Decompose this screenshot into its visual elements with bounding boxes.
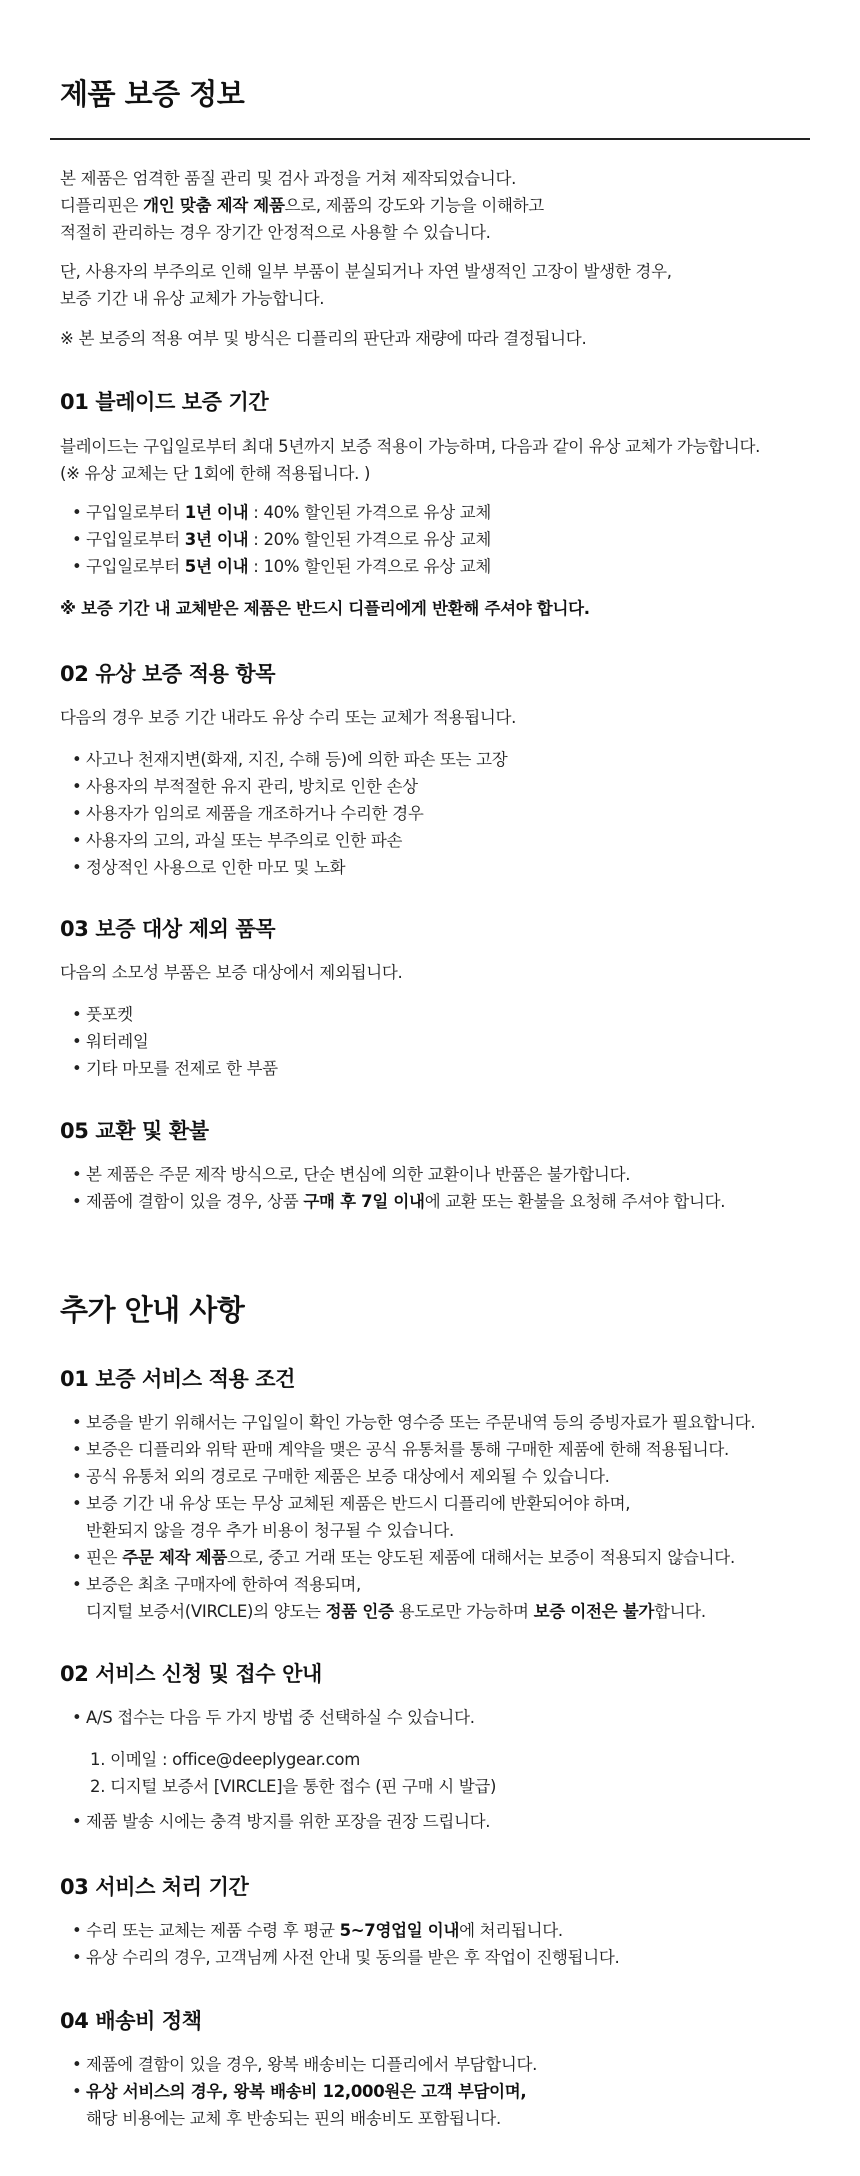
warranty-intro-note xyxy=(60,325,820,352)
section-title: 03 보증 대상 제외 품목 xyxy=(60,917,276,941)
service-request-methods xyxy=(60,1746,820,1800)
blade-desc xyxy=(60,433,820,487)
warranty-intro xyxy=(60,165,820,246)
list-item: • 보증 기간 내 유상 또는 무상 교체된 제품은 반드시 디플리에 반환되어야 하며, 반환되지 않을 경우 추가 비용이 청구될 수 있습니다. xyxy=(72,1490,820,1544)
exchange-list xyxy=(60,1161,820,1215)
list-item: • 본 제품은 주문 제작 방식으로, 단순 변심에 의한 교환이나 반품은 불가합니다. xyxy=(72,1161,820,1188)
list-item: • 기타 마모를 전제로 한 부품 xyxy=(72,1055,820,1082)
section-service-conditions xyxy=(60,1369,820,1390)
section-title: 03 서비스 처리 기간 xyxy=(60,1875,249,1899)
list-item: • 보증은 최초 구매자에 한하여 적용되며, 디지털 보증서(VIRCLE)의 양도는 정품 인증 용도로만 가능하며 보증 이전은 불가합니다. xyxy=(72,1571,820,1625)
blade-desc-line: (※ 유상 교체는 단 1회에 한해 적용됩니다. ) xyxy=(60,464,371,483)
section-exchange-refund xyxy=(60,1121,820,1142)
intro-line: 본 제품은 엄격한 품질 관리 및 검사 과정을 거쳐 제작되었습니다. xyxy=(60,169,517,188)
list-item: • 정상적인 사용으로 인한 마모 및 노화 xyxy=(72,854,820,881)
list-item: • A/S 접수는 다음 두 가지 방법 중 선택하실 수 있습니다. xyxy=(72,1704,820,1731)
section-blade-warranty xyxy=(60,392,820,413)
list-item: • 공식 유통처 외의 경로로 구매한 제품은 보증 대상에서 제외될 수 있습니다. xyxy=(72,1463,820,1490)
paid-desc xyxy=(60,704,820,731)
list-item: • 수리 또는 교체는 제품 수령 후 평균 5~7영업일 이내에 처리됩니다. xyxy=(72,1917,820,1944)
section-excluded-items xyxy=(60,919,820,940)
blade-note xyxy=(60,595,820,622)
list-item: • 워터레일 xyxy=(72,1028,820,1055)
intro-line: 보증 기간 내 유상 교체가 가능합니다. xyxy=(60,289,325,308)
blade-desc-line: 블레이드는 구입일로부터 최대 5년까지 보증 적용이 가능하며, 다음과 같이 유상 교체가 가능합니다. xyxy=(60,437,761,456)
section-title: 04 배송비 정책 xyxy=(60,2009,202,2033)
service-conditions-list xyxy=(60,1409,820,1625)
list-item: • 사용자가 임의로 제품을 개조하거나 수리한 경우 xyxy=(72,800,820,827)
service-request-list xyxy=(60,1704,820,1731)
list-item: • 제품에 결함이 있을 경우, 왕복 배송비는 디플리에서 부담합니다. xyxy=(72,2051,820,2078)
paid-desc-line: 다음의 경우 보증 기간 내라도 유상 수리 또는 교체가 적용됩니다. xyxy=(60,708,517,727)
shipping-policy-list xyxy=(60,2051,820,2132)
list-item: • 보증은 디플리와 위탁 판매 계약을 맺은 공식 유통처를 통해 구매한 제품에 한해 적용됩니다. xyxy=(72,1436,820,1463)
list-item: • 사용자의 부적절한 유지 관리, 방치로 인한 손상 xyxy=(72,773,820,800)
section-title: 01 보증 서비스 적용 조건 xyxy=(60,1367,296,1391)
list-item: • 풋포켓 xyxy=(72,1001,820,1028)
intro-line: 디플리핀은 개인 맞춤 제작 제품으로, 제품의 강도와 기능을 이해하고 xyxy=(60,196,544,215)
method-vircle: 2. 디지털 보증서 [VIRCLE]을 통한 접수 (핀 구매 시 발급) xyxy=(90,1777,497,1796)
warranty-intro-2 xyxy=(60,258,820,312)
list-item: • 유상 수리의 경우, 고객님께 사전 안내 및 동의를 받은 후 작업이 진행됩니다. xyxy=(72,1944,820,1971)
list-item: • 보증을 받기 위해서는 구입일이 확인 가능한 영수증 또는 주문내역 등의 증빙자료가 필요합니다. xyxy=(72,1409,820,1436)
list-item: • 구입일로부터 1년 이내 : 40% 할인된 가격으로 유상 교체 xyxy=(72,499,820,526)
intro-line: 단, 사용자의 부주의로 인해 일부 부품이 분실되거나 자연 발생적인 고장이 발생한 경우, xyxy=(60,262,672,281)
excluded-desc xyxy=(60,959,820,986)
list-item: • 제품 발송 시에는 충격 방지를 위한 포장을 권장 드립니다. xyxy=(72,1808,820,1835)
section-title: 02 유상 보증 적용 항목 xyxy=(60,662,276,686)
excluded-desc-line: 다음의 소모성 부품은 보증 대상에서 제외됩니다. xyxy=(60,963,403,982)
service-request-packaging xyxy=(60,1808,820,1835)
paid-list xyxy=(60,746,820,881)
warranty-title: 제품 보증 정보 xyxy=(60,77,245,111)
blade-return-note: ※ 보증 기간 내 교체받은 제품은 반드시 디플리에게 반환해 주셔야 합니다. xyxy=(60,599,590,618)
service-period-list xyxy=(60,1917,820,1971)
section-shipping-policy xyxy=(60,2011,820,2032)
section-title: 02 서비스 신청 및 접수 안내 xyxy=(60,1662,322,1686)
section-title: 05 교환 및 환불 xyxy=(60,1119,209,1143)
section-service-request xyxy=(60,1664,820,1685)
excluded-list xyxy=(60,1001,820,1082)
method-email: 1. 이메일 : office@deeplygear.com xyxy=(90,1750,360,1769)
intro-note: ※ 본 보증의 적용 여부 및 방식은 디플리의 판단과 재량에 따라 결정됩니다. xyxy=(60,329,587,348)
list-item: • 구입일로부터 3년 이내 : 20% 할인된 가격으로 유상 교체 xyxy=(72,526,820,553)
blade-list xyxy=(60,499,820,580)
section-paid-warranty xyxy=(60,664,820,685)
list-item: • 구입일로부터 5년 이내 : 10% 할인된 가격으로 유상 교체 xyxy=(72,553,820,580)
section-title: 01 블레이드 보증 기간 xyxy=(60,390,269,414)
section-service-period xyxy=(60,1877,820,1898)
extra-title: 추가 안내 사항 xyxy=(60,1293,245,1327)
list-item: • 사용자의 고의, 과실 또는 부주의로 인한 파손 xyxy=(72,827,820,854)
list-item: • 제품에 결함이 있을 경우, 상품 구매 후 7일 이내에 교환 또는 환불을 요청해 주셔야 합니다. xyxy=(72,1188,820,1215)
title-divider xyxy=(50,138,810,140)
list-item: • 사고나 천재지변(화재, 지진, 수해 등)에 의한 파손 또는 고장 xyxy=(72,746,820,773)
intro-line: 적절히 관리하는 경우 장기간 안정적으로 사용할 수 있습니다. xyxy=(60,223,491,242)
list-item: • 핀은 주문 제작 제품으로, 중고 거래 또는 양도된 제품에 대해서는 보증이 적용되지 않습니다. xyxy=(72,1544,820,1571)
list-item: • 유상 서비스의 경우, 왕복 배송비 12,000원은 고객 부담이며, 해당 비용에는 교체 후 반송되는 핀의 배송비도 포함됩니다. xyxy=(72,2078,820,2132)
